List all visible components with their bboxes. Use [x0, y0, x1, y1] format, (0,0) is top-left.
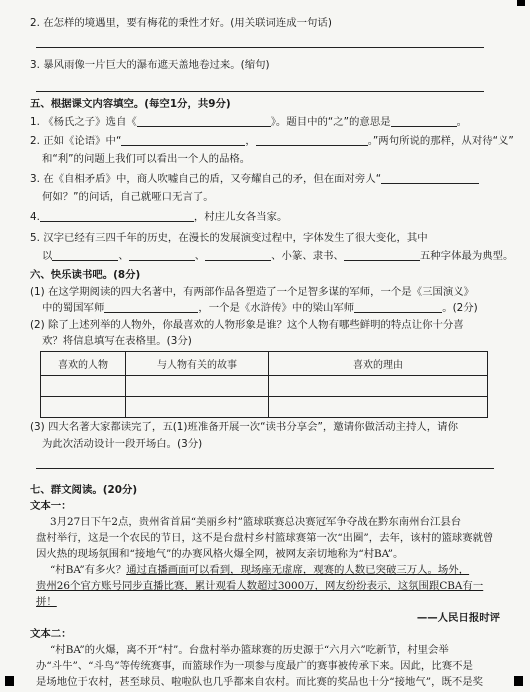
section-6-title: 六、快乐读书吧。(8分): [30, 269, 141, 281]
answer-line[interactable]: [36, 468, 494, 469]
text-1-line: “村BA”有多火？通过直播画面可以看到，现场座无虚席，观赛的人数已突破三万人。场外，: [50, 564, 470, 576]
s5-item-5: 5. 汉字已经有三四千年的历史，在漫长的发展演变过程中，字体发生了很大变化，其中: [30, 232, 428, 244]
s6-item-2-cont: 欢？将信息填写在表格里。(3分): [42, 335, 192, 347]
text-2-line: 是场地位于农村，甚至球员、啦啦队也几乎都来自农村。而比赛的奖品也十分“接地气”，既不是奖: [36, 676, 484, 688]
s5-item-5-cont: 以 、 、 、小篆、隶书、 五种字体最为典型。: [42, 250, 514, 262]
table-cell[interactable]: [41, 397, 126, 418]
text-2-line: “村BA”的火爆，离不开“村”。台盘村举办篮球赛的历史源于“六月六”吃新节，村里会举: [50, 644, 449, 656]
s5-item-2-cont: 和“利”的问题上我们可以看出一个人的品格。: [42, 153, 251, 165]
text-1-line: 3月27日下午2点，贵州省首届“美丽乡村”篮球联赛总决赛冠军争夺战在黔东南州台江县台: [50, 516, 462, 528]
table-header: 与人物有关的故事: [126, 352, 269, 376]
table-cell[interactable]: [126, 376, 269, 397]
text-1-label: 文本一：: [30, 500, 72, 512]
text-2-label: 文本二：: [30, 628, 72, 640]
table-cell[interactable]: [41, 376, 126, 397]
table-header: 喜欢的理由: [269, 352, 488, 376]
blank[interactable]: [391, 116, 457, 127]
s6-item-1-cont: 中的蜀国军师 ，一个是《水浒传》中的梁山军师 。(2分): [42, 302, 478, 314]
table-cell[interactable]: [269, 397, 488, 418]
table-header: 喜欢的人物: [41, 352, 126, 376]
source-attribution: ——人民日报时评: [416, 612, 500, 624]
blank[interactable]: [129, 250, 195, 261]
s5-item-2: 2. 正如《论语》中“ ， 。”两句所说的那样，从对待“义”: [30, 135, 514, 147]
blank[interactable]: [40, 211, 194, 222]
alignment-mark: [517, 0, 525, 6]
table-cell[interactable]: [126, 397, 269, 418]
s6-item-3-cont: 为此次活动设计一段开场白。(3分): [42, 438, 203, 450]
favorite-character-table: [40, 351, 488, 418]
blank[interactable]: [381, 173, 479, 184]
table-cell[interactable]: [269, 376, 488, 397]
blank[interactable]: [121, 135, 245, 146]
blank[interactable]: [354, 302, 442, 313]
s5-item-3: 3. 在《自相矛盾》中，商人吹嘘自己的盾，又夸耀自己的矛，但在面对旁人“: [0, 172, 530, 186]
question-2: 2. 在怎样的境遇里，要有梅花的秉性才好。(用关联词连成一句话): [30, 17, 332, 29]
s5-item-3-cont: 何如？”的问话，自己就哑口无言了。: [42, 191, 214, 203]
s5-item-4: 4. ，村庄儿女各当家。: [30, 211, 288, 223]
blank[interactable]: [256, 135, 368, 146]
blank[interactable]: [104, 302, 198, 313]
question-3: 3. 暴风雨像一片巨大的瀑布遮天盖地卷过来。(缩句): [30, 59, 270, 71]
blank[interactable]: [137, 116, 271, 127]
section-7-title: 七、群文阅读。(20分): [30, 484, 138, 496]
s6-item-3: (3) 四大名著大家都读完了，五(1)班准备开展一次“读书分享会”，邀请你做活动主持人，请你: [30, 421, 458, 433]
s6-item-1: (1) 在这学期阅读的四大名著中，有两部作品各塑造了一个足智多谋的军师，一个是《三国演义》: [30, 286, 475, 298]
blank[interactable]: [52, 250, 118, 261]
text-1-line: 贵州26个官方账号同步直播比赛，累计观看人数超过3000万，网友纷纷表示，这氛围跟CBA有一: [36, 580, 484, 592]
answer-line[interactable]: [36, 47, 484, 48]
section-5-title: 五、根据课文内容填空。(每空1分，共9分): [30, 98, 231, 110]
text-2-line: 办“斗牛”、“斗鸟”等传统赛事，而篮球作为一项参与度最广的赛事被传承下来。因此，比赛不是: [36, 660, 473, 672]
text-1-line: 拼！: [36, 596, 57, 608]
text-1-line: 盘村举行，这是一个农民的节日，这不是台盘村乡村篮球赛第一次“出圈”，去年，该村的篮球赛就曾: [36, 532, 494, 544]
s6-item-2: (2) 除了上述列举的人物外，你最喜欢的人物形象是谁？这个人物有哪些鲜明的特点让你十分喜: [30, 319, 464, 331]
answer-line[interactable]: [36, 91, 484, 92]
text-1-line: 因火热的现场氛围和“接地气”的办赛风格火爆全网，被网友亲切地称为“村BA”。: [36, 548, 404, 560]
blank[interactable]: [344, 250, 420, 261]
s5-item-1: 1. 《杨氏之子》选自《 》。题目中的“之”的意思是 。: [30, 116, 467, 128]
blank[interactable]: [205, 250, 271, 261]
